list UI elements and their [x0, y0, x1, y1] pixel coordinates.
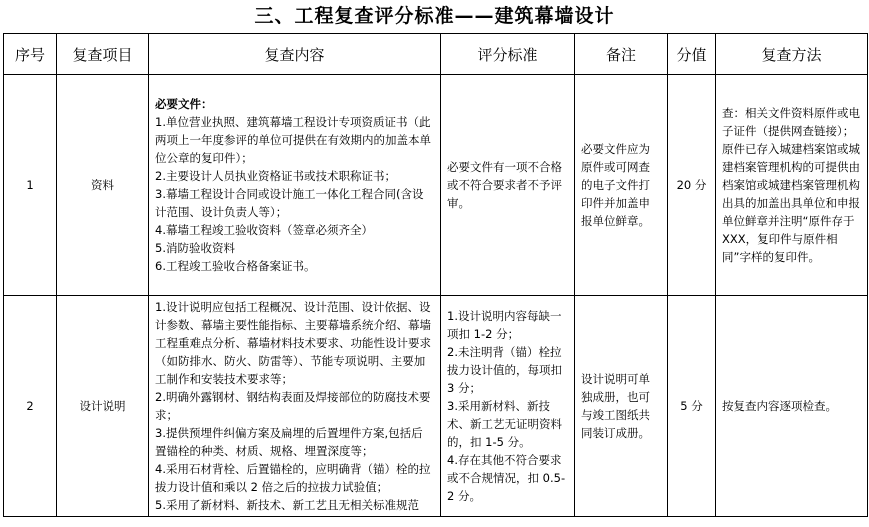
header-no: 序号 [4, 34, 57, 75]
review-item: 设计说明 [57, 296, 149, 517]
header-remark: 备注 [575, 34, 668, 75]
content-line: 1.设计说明应包括工程概况、设计范围、设计依据、设计参数、幕墙主要性能指标、主要幕墙系统介绍、幕墙工程重难点分析、幕墙材料技术要求、功能性设计要求（如防排水、防火、防雷等）、节能专项说明、主要加工制作和安装技术要求等； [155, 300, 431, 386]
header-item: 复查项目 [57, 34, 149, 75]
content-line: 5.采用了新材料、新技术、新工艺且无相关标准规范 [155, 498, 419, 512]
score-value: 5 分 [668, 296, 716, 517]
page-title: 三、工程复查评分标准——建筑幕墙设计 [254, 5, 615, 27]
header-row [4, 34, 868, 75]
score-value: 20 分 [668, 75, 716, 296]
content-line: 3.幕墙工程设计合同或设计施工一体化工程合同(含设计范围、设计负责人等）； [155, 187, 424, 219]
content-heading: 必要文件： [155, 97, 213, 111]
review-item: 资料 [57, 75, 149, 296]
review-content [149, 296, 441, 517]
scoring-criteria: 必要文件有一项不合格或不符合要求者不予评审。 [441, 75, 575, 296]
header-criteria: 评分标准 [441, 34, 575, 75]
content-line: 3.提供预埋件纠偏方案及扁埋的后置埋件方案,包括后置锚栓的种类、材质、规格、埋置深度等； [155, 426, 423, 458]
content-line: 1.单位营业执照、建筑幕墙工程设计专项资质证书（此两项上一年度参评的单位可提供在有效期内的加盖本单位公章的复印件）； [155, 115, 431, 165]
remark: 必要文件应为原件或可网查的电子文件打印件并加盖申报单位鲜章。 [575, 75, 668, 296]
content-line: 2.主要设计人员执业资格证书或技术职称证书； [155, 169, 396, 183]
content-line: 4.幕墙工程竣工验收资料（签章必须齐全） [155, 223, 373, 237]
header-method: 复查方法 [716, 34, 868, 75]
review-method: 按复查内容逐项检查。 [716, 296, 868, 517]
content-line: 5.消防验收资料 [155, 241, 235, 255]
content-line: 4.采用石材背栓、后置锚栓的，应明确背（锚）栓的拉拔力设计值和乘以 2 倍之后的拉拔力试验值； [155, 462, 431, 494]
review-method: 查：相关文件资料原件或电子证件（提供网查链接）； 原件已存入城建档案馆或城建档案管理机构的可提供由档案馆或城建档案管理机构出具的加盖出具单位和申报单位鲜章并注明“原件存于XXX，复印件与原件相同”字样的复印件。 [716, 75, 868, 296]
content-line: 2.明确外露钢材、钢结构表面及焊接部位的防腐技术要求； [155, 390, 431, 422]
header-content: 复查内容 [149, 34, 441, 75]
table-row [4, 296, 868, 517]
review-table [3, 33, 868, 517]
row-number: 1 [4, 75, 57, 296]
content-line: 6.工程竣工验收合格备案证书。 [155, 259, 316, 273]
row-number: 2 [4, 296, 57, 517]
remark: 设计说明可单独成册，也可与竣工图纸共同装订成册。 [575, 296, 668, 517]
review-content [149, 75, 441, 296]
table-row [4, 75, 868, 296]
header-score: 分值 [668, 34, 716, 75]
scoring-criteria: 1.设计说明内容每缺一项扣 1-2 分； 2.未注明背（锚）栓拉拔力设计值的，每项扣 3 分； 3.采用新材料、新技术、新工艺无证明资料的，扣 1-5 分。 4.存在其他不符合要求或不合规情况，扣 0.5-2 分。 [441, 296, 575, 517]
